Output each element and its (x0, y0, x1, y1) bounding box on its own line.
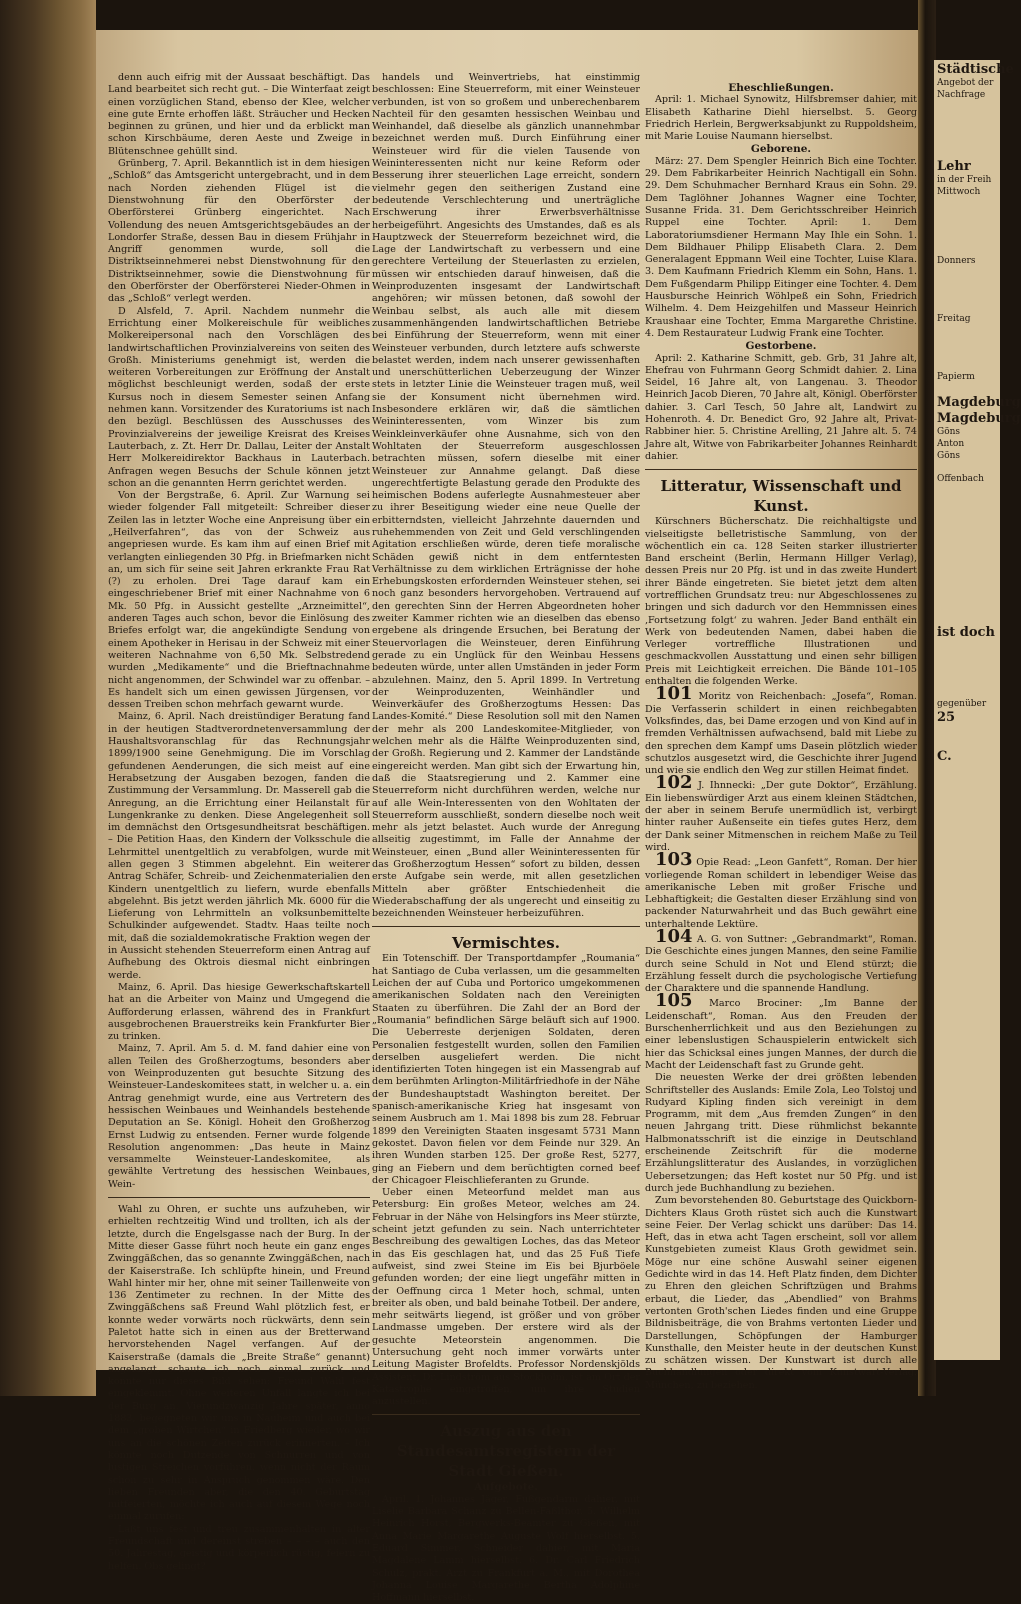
feuilleton-text: Wahl zu Ohren, er suchte uns aufzuheben, wir erhielten rechtzeitig Wind und trollten, ich als der letzte, durch die Engelsgasse nach der Burg. In der Mitte dieser Gasse führt noch heute ein ganz enges Zwinggäßchen, das so genannte Zwinggäßchen, nach der Kaiserstraße. Ich schlüpfte hinein, und Freund Wahl hinter mir her, ohne mit seiner Taillenweite von 136 Zentimeter zu rechnen. In der Mitte des Zwinggäßchens saß Freund Wahl plötzlich fest, er konnte weder vorwärts noch rückwärts, denn sein Paletot hatte sich in einen aus der Bretterwand hervorstehenden Nagel verfangen. Auf der Kaiserstraße (damals die „Breite Straße“ genannt) angelangt, schaute ich noch einmal zurück und konnte nur dieses Bild sehen: Freund Wahl fest eingeklemmt. Ohne weiteren Unfall langte ich bei der Burg an. Vierundzwanzig Jahre später, anno 1883, begegneten wir uns in Nauheim und auch bei dem „groben Wirtchen“ in Friedberg wieder, wo wir uns an die schönen Zeiten zurück erinnerten. – Ich könnte noch Dutzende von Schnurren und von lustigen Streichen vorführen, wenn nicht der Raum schon zu sehr in Anspruch genommen wäre. Den lieben Freunden aber, die den 40. Geburtstag mitfeierten, möchte ich auch auf diesem Wege noch einmal zurufen: (108, 1204, 370, 1523)
adjacent-page (934, 60, 1021, 1360)
section-heading-litteratur: Litteratur, Wissenschaft und Kunst. (660, 477, 902, 516)
subheading-aufgebote: Aufgebote. (474, 1481, 538, 1494)
article-meteorfund: Ueber einen Meteorfund meldet man aus Petersburg: Ein großes Meteor, welches am 24. Februar in der Nähe von Helsingfors ins Meer stürzte, scheint jetzt gefunden zu sein. Nach unterrichteter Beschreibung des gewaltigen Loches, das das Meteor in das Eis geschlagen hat, und das 25 Fuß Tiefe aufweist, sind zwei Steine im Eis bei Bjurböele gefunden worden; der eine liegt ungefähr mitten in der Oeffnung circa 1 Meter hoch, schmal, unten breiter als oben, und bald beinahe Totbeil. Der andere, mehr seitwärts liegend, ist größer und von gröber Landmasse umgeben. Der erstere wird als der gesuchte Meteorstein angenommen. Die Untersuchung geht noch immer vorwärts unter Leitung Magister Brofeldts. Professor Nordenskjölds Assistent, Dr. Lindström aus Stockholm, ist am Ort der Katastrophe eingetroffen, um ihre Studien anzustellen. (372, 1187, 641, 1408)
entry-text: Opie Read: „Leon Ganfett“, Roman. Der hier vorliegende Roman schildert in lebendiger Weise das amerikanische Leben mit großer Frische und Lebhaftigkeit; die Gestalten dieser Erzählung sind von packender Naturwahrheit und das Buch gewährt eine unterhaltende Lektüre. (645, 857, 917, 930)
adjacent-line: Göns (937, 450, 961, 461)
adjacent-line: Anton (937, 439, 965, 450)
book-entry-103 (645, 849, 917, 931)
adjacent-line: Papierm (937, 372, 975, 383)
adjacent-line: Freitag (937, 314, 971, 325)
article-mainz-1: Mainz, 6. April. Nach dreistündiger Beratung fand in der heutigen Stadtverordnetenversammlung der Haushaltsvoranschlag für das Rechnungsjahr 1899/1900 seine Genehmigung. Die im Vorschlag gefundenen Aenderungen, die sich meist auf eine Herabsetzung der Ausgaben bezogen, fanden die Zustimmung der Versammlung. Dr. Masserell gab die Anregung, an die Errichtung einer Heilanstalt für Lungenkranke zu denken. Diese Angelegenheit soll im demnächst den Ortsgesundheitsrat beschäftigen. – Die Petition Haas, den Kindern der Volksschule die Lehrmittel unentgeltlich zu verabfolgen, wurde mit allen gegen 3 Stimmen abgelehnt. Ein weiterer Antrag Schäfer, Schreib- und Zeichenmaterialien den Kindern unentgeltlich zu liefern, wurde ebenfalls abgelehnt. Bis jetzt werden jährlich Mk. 6000 für die Lieferung von Lehrmitteln an volksunbemittelte Schulkinder aufgewendet. Stadtv. Haas teilte noch mit, daß die sozialdemokratische Fraktion wegen der in Aussicht stehenden Steuerreform einen Antrag auf Aufhebung des Oktrois diesmal nicht einbringen werde. (108, 711, 370, 981)
entry-number: 105 (655, 990, 693, 1012)
adjacent-page-text (934, 60, 1021, 767)
section-heading-vermischtes: Vermischtes. (452, 934, 560, 953)
article-gruenberg: Grünberg, 7. April. Bekanntlich ist in dem hiesigen „Schloß“ das Amtsgericht untergebracht, und in dem nach Norden ziehenden Flügel ist die Dienstwohnung für den Oberförster der Oberförsterei Grünberg eingerichtet. Nach Vollendung des neuen Amtsgerichtsgebäudes an der Londorfer Straße, dessen Bau in diesem Frühjahr in Angriff genommen wurde, soll die Distriktseinnehmerei nebst Dienstwohnung für den Distriktseinnehmer, sowie die Dienstwohnung für den Oberförster der Oberförsterei Nieder-Ohmen in das „Schloß“ verlegt werden. (108, 158, 370, 305)
article-klaus-groth: Zum bevorstehenden 80. Geburtstage des Quickborn-Dichters Klaus Groth rüstet sich auch die Kunstwart seine Feier. Der Verlag schickt uns darüber: Das 14. Heft, das in etwa acht Tagen erscheint, soll vor allem Kunstgebieten zumeist Klaus Groth gewidmet sein. Möge nur eine schöne Auswahl seiner eigenen Gedichte wird in das 14. Heft Platz finden, dem Dichter zu Ehren den gleichen Schriftzügen und Brahms erbaut, die Lieder, das „Abendlied“ von Brahms vertonten Groth'schen Liedes finden und eine Gruppe Bildnisbeiträge, die von Brahms vertonten Lieder und Darstellungen, Schöpfungen der Hamburger Kunsthalle, den Meister heute in der deutschen Kunst zu schätzen wissen. Der Kunstwart ist durch alle Buchhandlungen oder direkt vom Kunstwart-Verlag, München, zu beziehen. (645, 1195, 917, 1391)
article-bergstrasse: Von der Bergstraße, 6. April. Zur Warnung sei wieder folgender Fall mitgeteilt: Schreiber dieser Zeilen las in letzter Woche eine Anpreisung über ein „Heilverfahren“, das von der Schweiz aus angepriesen wurde. Es kam ihm auf einen Brief mit verlangten einliegenden 30 Pfg. in Briefmarken nicht an, um sich für seine seit Jahren erkrankte Frau Rat (?) zu erholen. Drei Tage darauf kam ein eingeschriebener Brief mit einer Nachnahme von 6 Mk. 50 Pfg. in Aussicht gestellte „Arzneimittel“, anderen Tages auch schon, bevor die Einlösung des Briefes erfolgt war, die angekündigte Sendung von einem Apotheker in Herisau in der Schweiz mit einer weiteren Nachnahme von 6,50 Mk. Selbstredend wurden „Medikamente“ und die Brieftnachnahme nicht angenommen, der Schwindel war zu offenbar. – Es handelt sich um einen gewissen Jürgensen, vor dessen Treiben schon mehrfach gewarnt wurde. (108, 490, 370, 711)
article-totenschiff: Ein Totenschiff. Der Transportdampfer „Roumania“ hat Santiago de Cuba verlassen, um die gesammelten Leichen der auf Cuba und Portorico umgekommenen amerikanischen Soldaten nach den Vereinigten Staaten zu überführen. Die Zahl der an Bord der „Roumania“ befindlichen Särge beläuft sich auf 1900. Die Ueberreste derjenigen Soldaten, deren Personalien festgestellt wurden, sollen den Familien derselben ausgeliefert werden. Die nicht identifizierten Toten hingegen ist ein Massengrab auf dem berühmten Arlington-Militärfriedhofe in der Nähe der Bundeshauptstadt Washington bereitet. Der spanisch-amerikanische Krieg hat insgesamt von seinem Ausbruch am 1. Mai 1898 bis zum 28. Februar 1899 den Vereinigten Staaten insgesamt 5731 Mann gekostet. Davon fielen vor dem Feinde nur 329. An ihren Wunden starben 125. Der große Rest, 5277, ging an Fiebern und dem berüchtigten corned beef der Chicagoer Fleischlieferanten zu Grunde. (372, 953, 640, 1186)
adjacent-line: Nachfrage (937, 89, 986, 100)
article-fremde-zungen: Die neuesten Werke der drei größten lebenden Schriftsteller des Auslands: Emile Zola, Leo Tolstoj und Rudyard Kipling finden sich vereinigt in dem Programm, mit dem „Aus fremden Zungen“ in den neuen Jahrgang tritt. Diese rühmlichst bekannte Halbmonatsschrift ist die einzige in Deutschland erscheinende Zeitschrift für die moderne Erzählungslitteratur des Auslandes, in vorzüglichen Uebersetzungen; das Heft kostet nur 50 Pfg. und ist durch jede Buchhandlung zu beziehen. (645, 1072, 917, 1194)
adjacent-line: gegenüber (937, 698, 987, 709)
article-aussaat: denn auch eifrig mit der Aussaat beschäftigt. Das Land bearbeitet sich recht gut. – Die Winterfaat zeigt einen vorzüglichen Stand, ebenso der Klee, welcher eine gute Ernte erhoffen läßt. Sträucher und Hecken beginnen zu grünen, und hier und da erblickt man schon Kirschbäume, deren Aeste und Zweige in Blütenschnee gehüllt sind. (108, 72, 370, 157)
subheading-geborene: Geborene. (750, 143, 812, 156)
column-rule (108, 1197, 370, 1198)
subheading-gestorbene: Gestorbene. (745, 340, 817, 353)
list-gestorbene: April: 2. Katharine Schmitt, geb. Grb, 31 Jahre alt, Ehefrau von Fuhrmann Georg Schmidt dahier. 2. Lina Seidel, 16 Jahre alt, von Langenau. 3. Theodor Heinrich Jacob Dieren, 70 Jahre alt, Königl. Oberförster dahier. 3. Carl Tesch, 50 Jahre alt, Landwirt zu Hohenroth. 4. Dr. Benedict Gro, 92 Jahre alt, Privat-Rabbiner hier. 5. Christine Arelling, 21 Jahre alt. 5. 74 Jahre alt, Witwe von Fabrikarbeiter Johannes Reinhardt dahier. (645, 352, 917, 462)
list-eheschliessungen: April: 1. Michael Synowitz, Hilfsbremser dahier, mit Elisabeth Katharine Diehl hierselbst. 5. Georg Friedrich Herlein, Bergwerksabjunkt zu Ruppoldsheim, mit Marie Louise Naumann hierselbst. (645, 94, 917, 143)
column-1 (108, 72, 370, 1572)
book-entry-101 (645, 683, 917, 777)
adjacent-heading: Städtische (937, 62, 1014, 77)
entry-text: Marco Brociner: „Im Banne der Leidenschaft“, Roman. Aus den Freuden der Burschenherrlichkeit und aus den Beziehungen zu einer lebenslustigen Schauspielerin entwickelt sich hier das Schicksal eines jungen Mannes, der durch die Macht der Leidenschaft fast zu Grunde geht. (645, 998, 917, 1071)
entry-number: 102 (655, 772, 693, 794)
adjacent-heading: C. (937, 749, 952, 765)
column-rule (645, 469, 917, 470)
adjacent-line: Göns (937, 427, 961, 438)
section-heading-standesamt: Auszug aus den Standesamtsregistern der Stadt Gießen. (396, 1422, 616, 1481)
article-mainz-2: Mainz, 6. April. Das hiesige Gewerkschaftskartell hat an die Arbeiter von Mainz und Umgegend die Aufforderung erlassen, während des in Frankfurt ausgebrochenen Brauerstreiks kein Frankfurter Bier zu trinken. (108, 981, 370, 1043)
column-rule (372, 926, 640, 927)
article-alsfeld: D Alsfeld, 7. April. Nachdem nunmehr die Errichtung einer Molkereischule für weibliches Molkereipersonal nach den Vorschlägen des landwirtschaftlichen Provinzialvereins von seiten des Großh. Ministeriums genehmigt ist, werden die weiteren Vorbereitungen zur Eröffnung der Anstalt möglichst beschleunigt werden, sodaß der erste Kursus noch in diesem Semester seinen Anfang nehmen kann. Vorsitzender des Kuratoriums ist nach den bezügl. Beschlüssen des Ausschusses des Provinzialvereins der jeweilige Kreisrat des Kreises Lauterbach, z. Zt. Herr Dr. Dallau, Leiter der Anstalt Herr Molkereidirektor Backhaus in Lauterbach. Anfragen wegen Besuchs der Schule können jetzt schon an die genannten Herrn gerichtet werden. (108, 305, 370, 489)
entry-text: J. Ihnnecki: „Der gute Doktor“, Erzählung. Ein liebenswürdiger Arzt aus einem kleinen Städtchen, der aber in seinem Berufe unermüdlich ist, verbirgt hinter rauher Außenseite ein tiefes gutes Herz, dem der Dank seiner Mitmenschen in reichem Maße zu Teil wird. (645, 780, 918, 853)
adjacent-line: Mittwoch (937, 186, 981, 197)
adjacent-line: Offenbach (937, 473, 984, 484)
entry-number: 104 (655, 926, 693, 947)
entry-number: 103 (655, 849, 693, 871)
adjacent-line: Angebot der (937, 78, 994, 88)
book-entry-105 (645, 990, 917, 1072)
column-3 (645, 82, 918, 1391)
adjacent-heading: Magdeburg (937, 395, 1021, 411)
adjacent-line: in der Freih (937, 175, 992, 186)
book-entry-104 (645, 926, 917, 995)
adjacent-heading: Lehr (937, 159, 971, 175)
feuilleton-closing: Laßt uns fest und treu zusammenhalten in alter Freundschaft und dereinst streben – – – – auch den 50. Jahrestag, geistig und körperlich rüstig, feiern zu helfen. Obs gelingt? (108, 1523, 370, 1572)
article-kuerschner: Kürschners Bücherschatz. Die reichhaltigste und vielseitigste belletristische Sammlung, von der wöchentlich ein ca. 128 Seiten starker illustrierter Band erscheint (Berlin, Hermann Hillger Verlag), dessen Preis nur 20 Pfg. ist und in das zweite Hundert ihrer Bände eingetreten. Sie bietet jetzt dem alten vortrefflichen Grundsatz treu: nur Abgeschlossenes zu bringen und sich dadurch vor den Hemmnissen eines ‚Fortsetzung folgt‘ zu wahren. Jeder Band enthält ein Werk von bedeutenden Namen, dabei haben die Verleger vortreffliche Illustrationen und geschmackvollen Ausstattung und einen sehr billigen Preis mit Leichtigkeit erreichen. Die Bände 101–105 enthalten die folgenden Werke. (645, 516, 917, 688)
adjacent-heading: Magdeburg (937, 411, 1021, 427)
article-mainz-3: Mainz, 7. April. Am 5. d. M. fand dahier eine von allen Teilen des Großherzogtums, besonders aber von Weinproduzenten gut besuchte Sitzung des Weinsteuer-Landeskomitees statt, in welcher u. a. ein Antrag genehmigt wurde, eine aus Vertretern des hessischen Weinbaues und Weinhandels bestehende Deputation an Se. Königl. Hoheit den Großherzog Ernst Ludwig zu entsenden. Ferner wurde folgende Resolution angenommen: „Das heute in Mainz versammelte Weinsteuer-Landeskomitee, als gewählte Vertretung des hessischen Weinbaues, Wein- (108, 1043, 370, 1190)
book-spine (0, 0, 96, 1396)
adjacent-heading: 25 (937, 710, 956, 726)
column-2 (372, 72, 641, 1604)
subheading-eheschliessungen: Eheschließungen. (728, 82, 834, 94)
article-weinsteuer: handels und Weinvertriebs, hat einstimmig beschlossen: Eine Steuerreform, mit einer Weinsteuer verbunden, ist von so großem und unberechenbarem Nachteil für den gesamten hessischen Weinbau und Weinhandel, daß dieselbe als gänzlich unannehmbar bezeichnet werden muß. Durch Einführung einer Weinsteuer wird für die vielen Tausende von Weininteressenten nicht nur keine Reform oder Besserung ihrer steuerlichen Lage erreicht, sondern vielmehr gegen den seitherigen Zustand eine bedeutende Verschlechterung und unerträgliche Erschwerung ihrer Erwerbsverhältnisse herbeigeführt. Angesichts des Umstandes, daß es als Hauptzweck der Steuerreform bezeichnet wird, die Lage der Landwirtschaft zu verbessern und eine gerechtere Verteilung der Steuerlasten zu erzielen, müssen wir entschieden darauf hinweisen, daß die Weinproduzenten insgesamt der Landwirtschaft angehören; wir müssen betonen, daß sowohl der Weinbau selbst, als auch alle mit diesem zusammenhängenden landwirtschaftlichen Betriebe bei Einführung der Steuerreform, wenn mit einer Weinsteuer verbunden, durch letztere aufs schwerste belastet werden, indem nach unserer gewissenhaften und unerschütterlichen Ueberzeugung der Winzer stets in letzter Linie die Weinsteuer tragen muß, weil sie der Konsument nicht übernehmen wird. Insbesondere erklären wir, daß die sämtlichen Weininteressenten, vom Winzer bis zum Weinkleinverkäufer ohne Ausnahme, sich von den Wohltaten der Steuerreform ausgeschlossen betrachten müssen, sofern dieselbe mit einer Weinsteuer zur Annahme gelangt. Daß diese ungerechtfertigte Belastung gerade den Produkte des heimischen Bodens auferlegte Ausnahmesteuer aber zu ihrer Beseitigung wieder eine neue Quelle der erbitterndsten, vielleicht Jahrzehnte dauernden und ruhehemmenden von Zeit und Geld verschlingenden Agitation erschließen würde, deren tiefe moralische Schäden gewiß nicht in dem entferntesten Verhältnisse zu dem wirklichen Erträgnisse der hohe Erhebungskosten erfordernden Weinsteuer stehen, sei noch ganz besonders hervorgehoben. Vertrauend auf den gerechten Sinn der Herren Abgeordneten hoher zweiter Kammer richten wie an dieselben das ebenso ergebene als dringende Ersuchen, bei Beratung der Steuervorlagen die Weinsteuer, deren Einführung gerade zu ein Unglück für den Weinbau Hessens bedeuten würde, unter allen Umständen in jeder Form abzulehnen. Mainz, den 5. April 1899. In Vertretung der Weinproduzenten, Weinhändler und Weinverkäufer des Großherzogtums Hessen: Das Landes-Komité.“ Diese Resolution soll mit den Namen der mehr als 200 Landeskomitee-Mitglieder, von welchen mehr als die Hälfte Weinproduzenten sind, der Großh. Regierung und 2. Kammer der Landstände eingereicht werden. Man gibt sich der Erwartung hin, daß die Staatsregierung und 2. Kammer eine Steuerreform nicht durchführen werden, welche nur auf alle Wein-Interessenten von den Wohltaten der Steuerreform ausschließt, sondern dieselbe noch weit mehr als jetzt belastet. Auch wurde der Anregung allseitig zugestimmt, im Falle der Annahme der Weinsteuer, einen „Bund aller Weininteressenten für das Großherzogtum Hessen“ sofort zu bilden, dessen erste Aufgabe sein werde, mit allen gesetzlichen Mitteln aber größter Entschiedenheit die Wiederabschaffung der als ungerecht und einseitig zu bezeichnenden Weinsteuer herbeizuführen. (372, 72, 640, 920)
list-geborene: März: 27. Dem Spengler Heinrich Bich eine Tochter. 29. Dem Fabrikarbeiter Heinrich Nachtigall ein Sohn. 29. Dem Schuhmacher Bernhard Kraus ein Sohn. 29. Dem Taglöhner Johannes Wagner eine Tochter, Susanne Frida. 31. Dem Gerichtsschreiber Heinrich Ruppel eine Tochter. April: 1. Dem Laboratoriumsdiener Hermann May Ihle ein Sohn. 1. Dem Bildhauer Philipp Elisabeth Clara. 2. Dem Generalagent Eppmann Weil eine Tochter, Luise Klara. 3. Dem Kaufmann Friedrich Klemm ein Sohn, Hans. 1. Dem Fußgendarm Philipp Eitinger eine Tochter. 4. Dem Hausbursche Heinrich Wöhlpeß ein Sohn, Friedrich Wilhelm. 4. Dem Heizgehilfen und Masseur Heinrich Kraushaar eine Tochter, Emma Margarethe Christine. 4. Dem Restaurateur Ludwig Frank eine Tochter. (645, 155, 917, 339)
list-aufgebote: April. 1. Johannes Jäger, Fußgendarm dahier, mit Liselie Barbara Schanz zu Bellen-Faßlthor. 5. Wilhelm Heinrich Horst, Bergwerks-Beamter zu Gießen, mit Anna Marie Margarethe Auguste Wolf hierselbst. 5. Eduard Simmer, Schneider dahier, mit Maria Magdalene Lamm hierselbst. 6. Dr. Carl Friedrich Schulz, prakt. Arzt zu Frankfurt a. M., mit Dorothea Johanna Louise Margarethe Bertha Adolphine Hoffmann hierselbst. (372, 1493, 640, 1604)
book-entry-102 (645, 772, 918, 854)
entry-text: Moritz von Reichenbach: „Josefa“, Roman. Die Verfasserin schildert in einen reichbegabten Volksfindes, das, bei Dame erzogen und von Kind auf in fremden Verhältnissen aufwachsend, bald mit Liebe zu den sprechen dem Kampf ums Dasein plötzlich wieder schutzlos ausgesetzt wird, die Geschichte ihrer Jugend und wie sie endlich den Weg zur stillen Heimat findet. (645, 691, 917, 777)
adjacent-heading: ist doch (937, 624, 995, 640)
adjacent-line: Donners (937, 256, 976, 267)
entry-number: 101 (655, 683, 693, 705)
column-rule (372, 1414, 640, 1415)
entry-text: A. G. von Suttner: „Gebrandmarkt“, Roman. Die Geschichte eines jungen Mannes, den seine Familie durch seine Schuld in Not und Elend stürzt; die Erzählung fesselt durch die psychologische Vertiefung der Charaktere und die spannende Handlung. (645, 934, 917, 995)
